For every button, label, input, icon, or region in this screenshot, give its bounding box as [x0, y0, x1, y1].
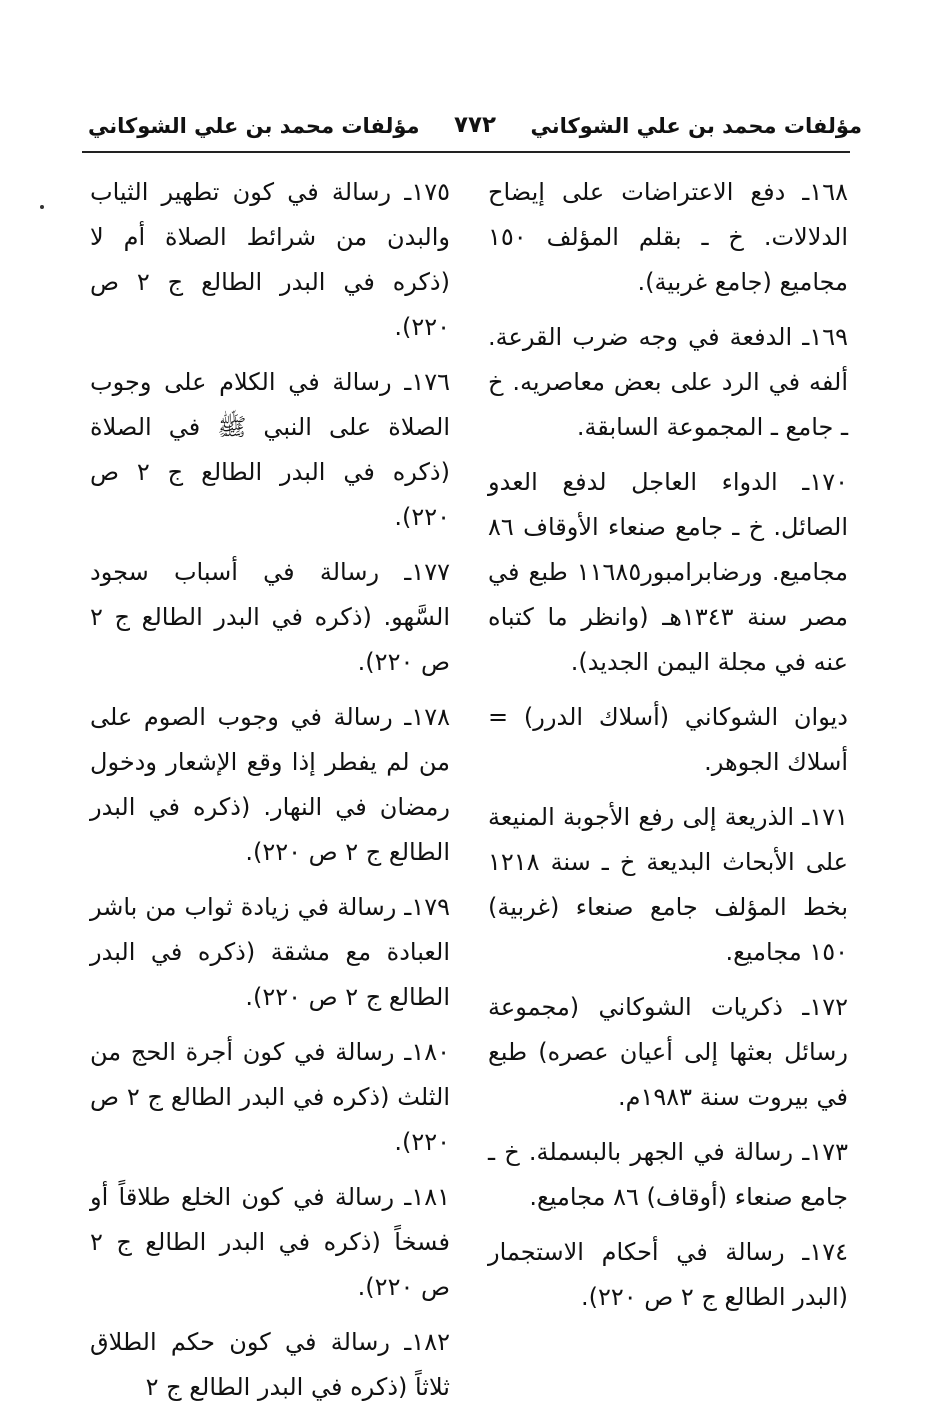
entry-number: ١٧٧ [411, 558, 450, 586]
entry-number: ١٧٠ [809, 468, 848, 496]
entry-176 [90, 360, 450, 540]
entry-180 [90, 1030, 450, 1165]
entry-169 [488, 315, 848, 450]
entry-text: ـ رسالة في الكلام على وجوب الصلاة على النبي ﷺ في الصلاة (ذكره في البدر الطالع ج ٢ ص ٢٢٠). [90, 368, 450, 531]
entry-number: ١٧٥ [411, 178, 450, 206]
entry-178 [90, 695, 450, 875]
entry-text: ـ رسالة في كون الخلع طلاقاً أو فسخاً (ذكره في البدر الطالع ج ٢ ص ٢٢٠). [90, 1183, 450, 1301]
entry-number: ١٧٨ [411, 703, 450, 731]
entry-182 [90, 1320, 450, 1410]
right-column [488, 170, 848, 1330]
entry-174 [488, 1230, 848, 1320]
entry-181 [90, 1175, 450, 1310]
cross-reference-note [488, 695, 848, 785]
entry-number: ١٨١ [411, 1183, 450, 1211]
entry-text: ـ الدفعة في وجه ضرب القرعة. ألفه في الرد على بعض معاصريه. خ ـ جامع ـ المجموعة السابقة. [488, 323, 848, 441]
entry-text: ـ رسالة في كون تطهير الثياب والبدن من شرائط الصلاة أم لا (ذكره في البدر الطالع ج ٢ ص ٢٢٠). [90, 178, 450, 341]
entry-text: ـ رسالة في كون حكم الطلاق ثلاثاً (ذكره في البدر الطالع ج ٢ [90, 1328, 450, 1401]
entry-number: ١٨٠ [411, 1038, 450, 1066]
running-header [88, 110, 862, 146]
entry-179 [90, 885, 450, 1020]
entry-text: ـ رسالة في أحكام الاستجمار (البدر الطالع ج ٢ ص ٢٢٠). [488, 1238, 848, 1311]
entry-text: ـ الذريعة إلى رفع الأجوبة المنيعة على الأبحاث البديعة خ ـ سنة ١٢١٨ بخط المؤلف جامع صنعاء (غربية) ١٥٠ مجاميع. [488, 803, 848, 966]
entry-173 [488, 1130, 848, 1220]
entry-172 [488, 985, 848, 1120]
entry-171 [488, 795, 848, 975]
header-title-left: مؤلفات محمد بن علي الشوكاني [88, 114, 420, 138]
entry-number: ١٧٩ [411, 893, 450, 921]
entry-number: ١٦٩ [809, 323, 848, 351]
entry-177 [90, 550, 450, 685]
entry-text: ـ رسالة في زيادة ثواب من باشر العبادة مع مشقة (ذكره في البدر الطالع ج ٢ ص ٢٢٠). [90, 893, 450, 1011]
entry-text: ـ رسالة في أسباب سجود السَّهو. (ذكره في البدر الطالع ج ٢ ص ٢٢٠). [90, 558, 450, 676]
entry-number: ١٦٨ [809, 178, 848, 206]
entry-text: ديوان الشوكاني (أسلاك الدرر) = أسلاك الجوهر. [488, 703, 848, 776]
entry-text: ـ رسالة في كون أجرة الحج من الثلث (ذكره في البدر الطالع ج ٢ ص ٢٢٠). [90, 1038, 450, 1156]
left-column [90, 170, 450, 1420]
entry-text: ـ رسالة في الجهر بالبسملة. خ ـ جامع صنعاء (أوقاف) ٨٦ مجاميع. [488, 1138, 848, 1211]
entry-text: ـ رسالة في وجوب الصوم على من لم يفطر إذا وقع الإشعار ودخول رمضان في النهار. (ذكره في البدر الطالع ج ٢ ص ٢٢٠). [90, 703, 450, 866]
entry-168 [488, 170, 848, 305]
entry-number: ١٧١ [809, 803, 848, 831]
entry-175 [90, 170, 450, 350]
entry-number: ١٧٤ [809, 1238, 848, 1266]
entry-text: ـ الدواء العاجل لدفع العدو الصائل. خ ـ جامع صنعاء الأوقاف ٨٦ مجاميع. ورضابرامبور١١٦٨٥ طبع في مصر سنة ١٣٤٣هـ (وانظر ما كتباه عنه في مجلة اليمن الجديد). [488, 468, 848, 676]
header-title-right: مؤلفات محمد بن علي الشوكاني [530, 114, 862, 138]
entry-number: ١٧٣ [809, 1138, 848, 1166]
scan-speck [40, 205, 44, 209]
page-number: ٧٧٢ [453, 112, 497, 138]
entry-text: ـ ذكريات الشوكاني (مجموعة رسائل بعثها إلى أعيان عصره) طبع في بيروت سنة ١٩٨٣م. [488, 993, 848, 1111]
entry-number: ١٧٢ [809, 993, 848, 1021]
header-rule [82, 151, 850, 153]
entry-number: ١٨٢ [411, 1328, 450, 1356]
entry-number: ١٧٦ [411, 368, 450, 396]
entry-170 [488, 460, 848, 685]
entry-text: ـ دفع الاعتراضات على إيضاح الدلالات. خ ـ بقلم المؤلف ١٥٠ مجاميع (جامع غربية). [488, 178, 848, 296]
